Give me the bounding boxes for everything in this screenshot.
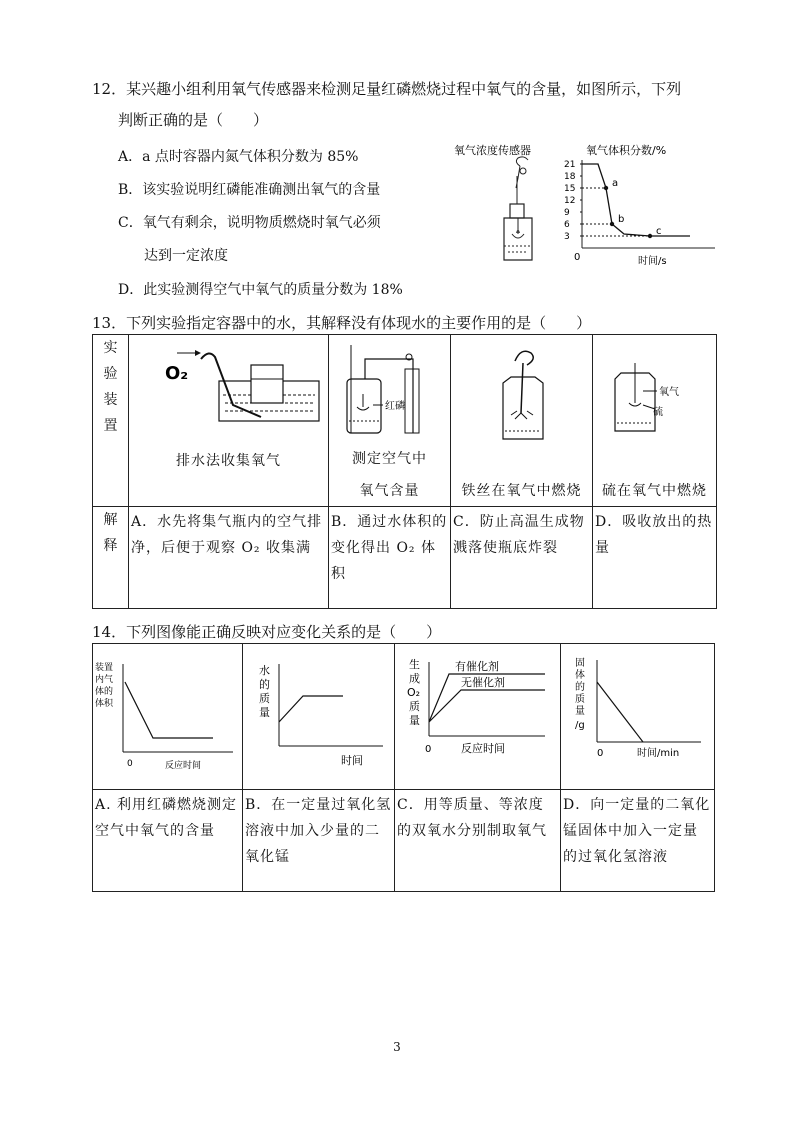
svg-text:/g: /g	[575, 720, 585, 731]
q14-table	[92, 643, 715, 892]
q13-stem: 13．下列实验指定容器中的水，其解释没有体现水的主要作用的是（ ）	[92, 314, 592, 332]
q12-point-c	[648, 234, 652, 238]
q12-chart-ylabel: 氧气体积分数/%	[586, 144, 667, 157]
iron-wire-burning-figure	[451, 339, 593, 449]
graph-d-curve	[597, 682, 643, 742]
q12-option-c-cont: 达到一定浓度	[144, 248, 228, 264]
svg-text:体: 体	[575, 670, 585, 681]
svg-text:体积: 体积	[95, 699, 114, 709]
sulfur-burning-figure	[593, 339, 717, 439]
q12-ytick-label: 6	[564, 220, 570, 230]
q12-point-label: c	[656, 226, 662, 237]
q12-stem-line1: 12．某兴趣小组利用氧气传感器来检测足量红磷燃烧过程中氧气的含量，如图所示，下列	[92, 80, 682, 98]
q14-caption-row	[93, 790, 715, 892]
svg-text:的: 的	[259, 678, 270, 691]
q12-stem-line2: 判断正确的是（ ）	[118, 111, 269, 129]
q12-option-c: C．氧气有剩余，说明物质燃烧时氧气必须	[118, 215, 381, 231]
svg-text:反应时间: 反应时间	[165, 761, 202, 771]
svg-text:0: 0	[127, 759, 133, 769]
svg-text:水: 水	[259, 664, 270, 677]
q14-stem: 14．下列图像能正确反映对应变化关系的是（ ）	[92, 623, 442, 641]
q14-graph-a	[93, 644, 243, 790]
q13-device-row	[93, 335, 717, 507]
q12-ytick-label: 3	[564, 232, 570, 242]
q13-caption-b1: 测定空气中	[352, 451, 427, 467]
q13-caption-c: 铁丝在氧气中燃烧	[461, 483, 582, 499]
svg-text:的: 的	[575, 682, 585, 693]
q13-table	[92, 334, 717, 609]
q12-point-a	[604, 186, 608, 190]
q12-sensor-label: 氧气浓度传感器	[454, 144, 531, 157]
q13-explain-d: D．吸收放出的热量	[593, 507, 717, 609]
svg-text:O₂: O₂	[407, 686, 421, 699]
q12-ytick-label: 12	[564, 196, 576, 206]
svg-text:成: 成	[409, 672, 420, 685]
svg-text:量: 量	[575, 706, 585, 717]
q13-device-c	[451, 335, 593, 507]
q12-option-b: B．该实验说明红磷能准确测出氧气的含量	[118, 182, 381, 198]
q12-chart	[560, 138, 720, 270]
q13-explain-row-label: 解 释	[93, 507, 129, 609]
svg-text:反应时间: 反应时间	[461, 742, 505, 755]
q14-caption-b: B．在一定量过氧化氢溶液中加入少量的二氧化锰	[243, 790, 395, 892]
svg-text:时间/min: 时间/min	[637, 748, 680, 759]
water-collection-figure	[129, 339, 329, 449]
q13-explain-a: A．水先将集气瓶内的空气排净，后便于观察 O₂ 收集满	[129, 507, 329, 609]
o2-label: O₂	[165, 363, 189, 384]
svg-text:量: 量	[259, 706, 270, 719]
q14-graph-b	[243, 644, 395, 790]
q14-caption-a: A. 利用红磷燃烧测定空气中氧气的含量	[93, 790, 243, 892]
q13-device-d	[593, 335, 717, 507]
q14-caption-c: C．用等质量、等浓度的双氧水分别制取氧气	[395, 790, 561, 892]
q12-apparatus-figure	[448, 138, 566, 268]
red-phos-label: 红磷	[385, 401, 405, 412]
svg-text:装置: 装置	[95, 663, 114, 673]
q13-device-a	[129, 335, 329, 507]
graph-c	[395, 652, 561, 782]
q13-explain-c: C．防止高温生成物溅落使瓶底炸裂	[451, 507, 593, 609]
svg-text:0: 0	[425, 744, 432, 755]
q12-ytick-label: 21	[564, 160, 576, 170]
q12-option-d: D．此实验测得空气中氧气的质量分数为 18%	[118, 282, 403, 298]
q12-ytick-label: 18	[564, 172, 576, 182]
q12-point-label: a	[612, 178, 619, 189]
svg-text:量: 量	[409, 714, 420, 727]
q13-device-row-label: 实 验 装 置	[93, 335, 129, 507]
q13-caption-b2: 氧气含量	[359, 483, 420, 499]
svg-text:体的: 体的	[95, 687, 114, 697]
graph-b-curve	[279, 696, 343, 722]
graph-b	[243, 652, 395, 782]
graph-a-curve	[125, 682, 213, 738]
q12-point-b	[610, 222, 614, 226]
page-number: 3	[393, 1040, 401, 1054]
oxygen-measure-figure	[329, 339, 451, 439]
svg-text:0: 0	[597, 748, 604, 759]
q12-chart-xlabel: 时间/s	[638, 256, 667, 267]
graph-c-curve-no-catalyst	[429, 690, 545, 722]
q13-explain-row	[93, 507, 717, 609]
q12-ytick-label: 9	[564, 208, 570, 218]
q13-explain-b: B．通过水体积的变化得出 O₂ 体积	[329, 507, 451, 609]
legend-with-catalyst: 有催化剂	[455, 660, 499, 673]
graph-a	[93, 652, 243, 782]
svg-text:内气: 内气	[95, 675, 114, 685]
q12-chart-origin: 0	[574, 252, 581, 263]
q12-ytick-label: 15	[564, 184, 576, 194]
legend-without-catalyst: 无催化剂	[461, 676, 505, 689]
q13-device-b	[329, 335, 451, 507]
q13-caption-a: 排水法收集氧气	[176, 453, 281, 469]
svg-text:质: 质	[409, 700, 420, 713]
svg-text:质: 质	[259, 692, 270, 705]
svg-text:生: 生	[409, 658, 420, 671]
svg-text:时间: 时间	[341, 754, 363, 767]
q14-graph-c	[395, 644, 561, 790]
graph-d	[561, 652, 715, 782]
sulfur-label: 硫	[653, 407, 663, 418]
oxygen-label: 氧气	[659, 387, 679, 398]
q14-graph-d	[561, 644, 715, 790]
q12-option-a: A．a 点时容器内氮气体积分数为 85%	[118, 149, 359, 165]
q13-caption-d: 硫在氧气中燃烧	[602, 483, 707, 499]
q12-series-line	[582, 164, 690, 236]
q14-caption-d: D．向一定量的二氧化锰固体中加入一定量的过氧化氢溶液	[561, 790, 715, 892]
q12-point-label: b	[618, 214, 625, 225]
svg-text:质: 质	[575, 694, 585, 705]
q14-graph-row	[93, 644, 715, 790]
svg-text:固: 固	[575, 658, 585, 669]
